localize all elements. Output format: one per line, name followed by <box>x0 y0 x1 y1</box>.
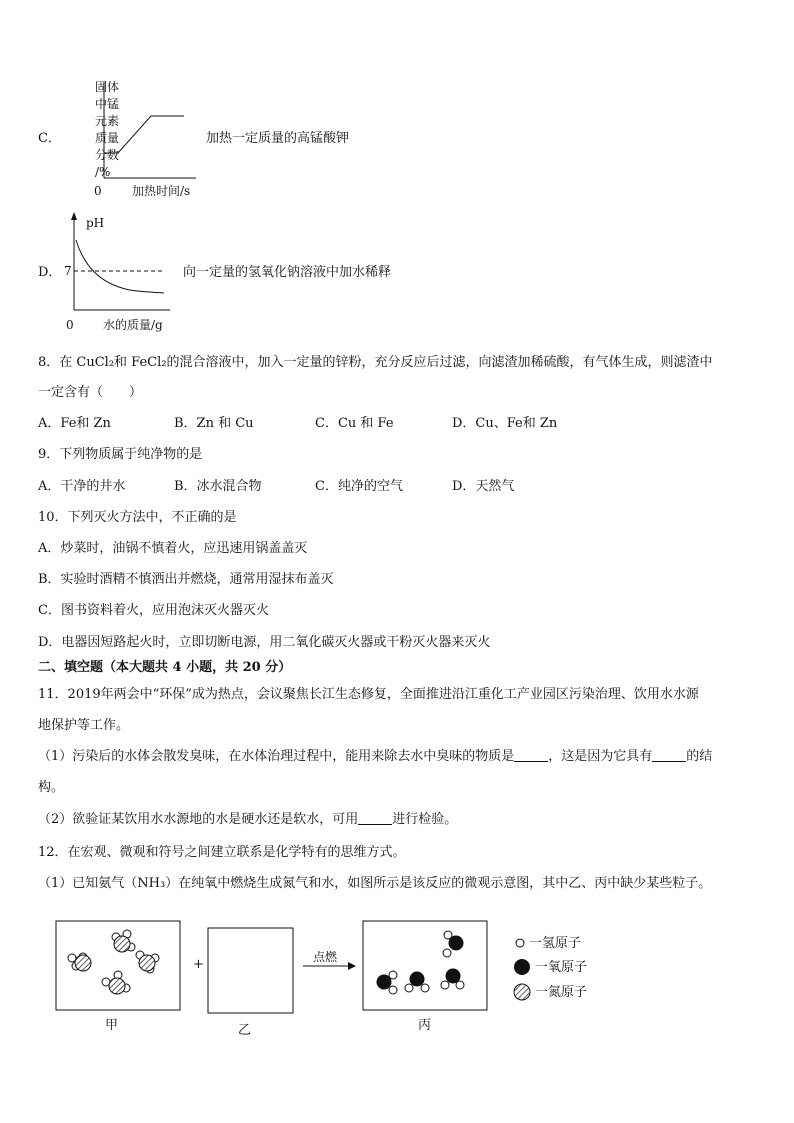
diagram-label-yi: 乙 <box>238 1023 252 1038</box>
option-c-ylabel-1: 固体 <box>95 80 120 94</box>
option-c-description: 加热一定质量的高锰酸钾 <box>206 131 350 146</box>
box-bing <box>363 921 487 1010</box>
option-d-xlabel: 水的质量/g <box>103 318 163 332</box>
hydrogen-atom-icon <box>516 939 524 947</box>
q11-part2-a: （2）欲验证某饮用水水源地的水是硬水还是软水，可用 <box>38 812 359 827</box>
option-c-curve <box>104 116 184 153</box>
q12-part1: （1）已知氨气（NH₃）在纯氧中燃烧生成氮气和水，如图所示是该反应的微观示意图，其中乙、丙中缺少某些粒子。 <box>38 876 712 891</box>
q11-stem-line2: 地保护等工作。 <box>38 718 130 733</box>
water-molecule <box>443 931 464 957</box>
q10-option-b: B．实验时酒精不慎洒出并燃烧，通常用湿抹布盖灭 <box>38 572 334 587</box>
q10-option-c: C．图书资料着火，应用泡沫灭火器灭火 <box>38 603 269 618</box>
q11-part1-a: （1）污染后的水体会散发臭味，在水体治理过程中，能用来除去水中臭味的物质是 <box>38 749 515 764</box>
option-c-origin: 0 <box>94 184 102 198</box>
legend-hydrogen-label: 一氢原子 <box>529 936 582 951</box>
q11-part1-c: 的结 <box>686 749 713 764</box>
diagram-label-bing: 丙 <box>418 1018 432 1033</box>
option-c-ylabel-5: 分数 <box>95 148 120 162</box>
q10-stem: 10．下列灭火方法中，不正确的是 <box>38 510 237 525</box>
legend-oxygen-label: 一氧原子 <box>535 960 588 975</box>
legend-nitrogen-label: 一氮原子 <box>535 985 588 1000</box>
ammonia-molecule <box>112 930 135 952</box>
q12-stem: 12．在宏观、微观和符号之间建立联系是化学特有的思维方式。 <box>38 845 406 860</box>
option-d-label: D． <box>38 265 62 280</box>
q9-option-d: D．天然气 <box>452 479 515 494</box>
option-c-ylabel-3: 元素 <box>95 114 120 128</box>
option-d-ylabel: pH <box>86 216 105 230</box>
q9-option-c: C．纯净的空气 <box>315 479 403 494</box>
q9-option-a: A．干净的井水 <box>38 479 126 494</box>
box-yi <box>208 928 293 1013</box>
reaction-arrow-head <box>348 962 356 970</box>
q8-stem-line2: 一定含有（ ） <box>38 385 143 400</box>
q10-option-d: D．电器因短路起火时，立即切断电源，用二氧化碳灭火器或干粉灭火器来灭火 <box>38 635 491 650</box>
ammonia-molecule <box>68 953 91 971</box>
section-heading: 二、填空题（本大题共 4 小题，共 20 分） <box>38 660 292 675</box>
water-molecule <box>405 972 429 993</box>
water-molecule <box>377 971 398 994</box>
water-molecule <box>441 969 464 990</box>
option-c-xlabel: 加热时间/s <box>132 184 191 198</box>
oxygen-atom-icon <box>514 959 530 975</box>
q8-stem-line1: 8．在 CuCl₂和 FeCl₂的混合溶液中，加入一定量的锌粉，充分反应后过滤，向滤渣加稀硫酸，有气体生成，则滤渣中 <box>38 355 713 370</box>
q8-option-c: C．Cu 和 Fe <box>315 416 394 431</box>
q8-option-b: B．Zn 和 Cu <box>174 416 254 431</box>
ammonia-molecule <box>136 951 159 973</box>
diagram-plus: + <box>193 957 204 972</box>
q9-stem: 9．下列物质属于纯净物的是 <box>38 447 203 462</box>
option-c-graph <box>104 82 196 178</box>
option-d-curve <box>76 240 164 293</box>
option-c-label: C． <box>38 131 61 146</box>
nitrogen-atom-icon <box>514 984 530 1000</box>
q11-stem-line1: 11．2019年两会中“环保”成为热点，会议聚焦长江生态修复，全面推进沿江重化工产业园区污染治理、饮用水水源 <box>38 687 699 702</box>
q11-part1-end: 构。 <box>38 780 65 795</box>
q8-option-a: A．Fe和 Zn <box>38 416 111 431</box>
q11-part1-b: ，这是因为它具有 <box>548 749 653 764</box>
option-d-y-arrow <box>71 212 77 220</box>
option-d-ref-value: 7 <box>64 264 72 278</box>
option-c-ylabel-2: 中锰 <box>95 97 120 111</box>
diagram-label-jia: 甲 <box>105 1018 119 1033</box>
option-d-graph <box>71 212 170 310</box>
option-c-ylabel-4: 质量 <box>95 131 120 145</box>
diagram-arrow-label: 点燃 <box>313 950 338 964</box>
q8-option-d: D．Cu、Fe和 Zn <box>452 416 558 431</box>
q9-option-b: B．冰水混合物 <box>174 479 262 494</box>
reaction-diagram <box>56 921 530 1013</box>
q10-option-a: A．炒菜时，油锅不慎着火，应迅速用锅盖盖灭 <box>38 541 308 556</box>
option-c-ylabel-6: /% <box>95 165 111 179</box>
option-d-origin: 0 <box>66 318 74 332</box>
option-d-description: 向一定量的氢氧化钠溶液中加水稀释 <box>183 265 392 280</box>
ammonia-molecule <box>102 971 130 994</box>
q11-part2-b: 进行检验。 <box>392 812 458 827</box>
